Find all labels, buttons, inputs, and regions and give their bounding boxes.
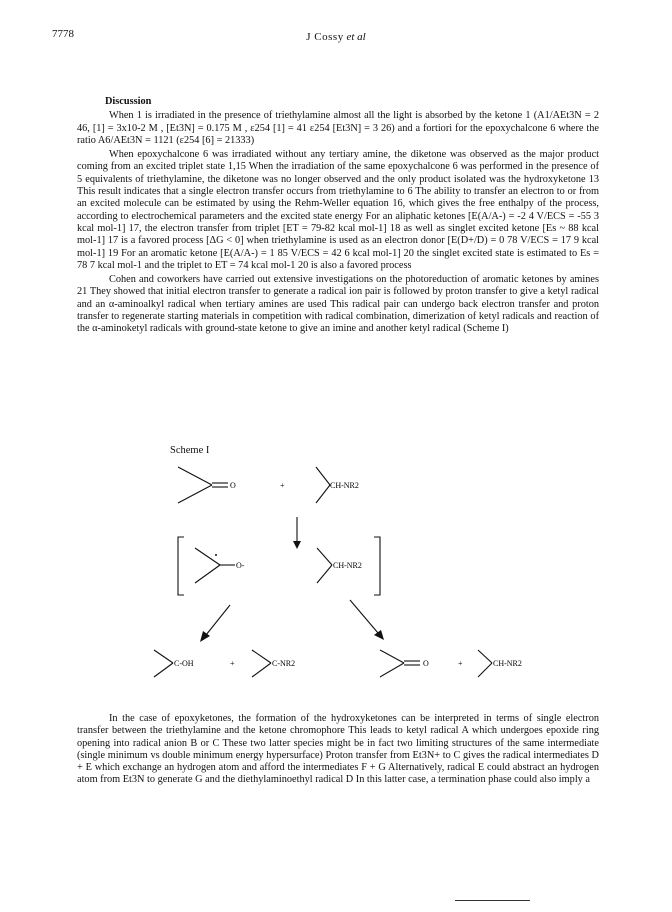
c-oh-label: C-OH [174, 659, 194, 668]
plus-sign-3: + [458, 659, 463, 668]
discussion-section [77, 96, 599, 338]
running-head-authors: J Cossy [306, 31, 344, 43]
scheme-figure [140, 445, 560, 690]
regenerated-o-label: O [423, 659, 429, 668]
paragraph-1: When 1 is irradiated in the presence of triethylamine almost all the light is absorbed by the ketone 1 (A1/AEt3N = 2 46, [1] = 3x10-2 M , [Et3N] = 0.175 M , ε254 [1] = 41 ε254 [Et3N] = 3 26) and a fortiori for the epoxychalcone 6 where the ratio A6/AEt3N = 1121 (ε254 [6] = 21333) [77, 110, 599, 146]
amine-cation-label: CH-NR2 [333, 561, 362, 570]
plus-sign-1: + [280, 481, 285, 490]
right-diagonal-arrow [350, 600, 384, 640]
epoxyketone-section [77, 713, 599, 787]
paragraph-4: In the case of epoxyketones, the formation of the hydroxyketones can be interpreted in terms of single electron transfer between the triethylamine and the ketone chromophore This leads to ketyl radical A which undergoes epoxide ring opening into radical anion B or C These two latter species might be in fact two limiting structures of the same intermediate (single minimum vs double minimum energy hypersurface) Proton transfer from Et3N+ to C gives the radical intermediates D + E which exchange an hydrogen atom and afford the intermediates F + G Alternatively, radical E could abstract an hydrogen atom from Et3N to generate G and the diethylaminoethyl radical D In this latter case, a termination phase could also imply a [77, 713, 599, 786]
paragraph-2: When epoxychalcone 6 was irradiated without any tertiary amine, the diketone was observed as the major product coming from an excited triplet state 1,15 When the irradiation of the same epoxychalcone 6 was performed in the presence of 5 equivalents of triethylamine, the diketone was no longer observed and the only product isolated was the hydroxyketone 13 This result indicates that a single electron transfer occurs from triethylamine to 6 The ability to transfer an electron to or from an excited molecule can be estimated by using the Rehm-Weller equation 16, which gives the free enthalpy of the process, according to electrochemical parameters and the excited state energy For an aliphatic ketones [E(A/A-) = -2 4 V/ECS = -55 3 kcal mol-1] 17, the electron transfer from triplet [ET = 79-82 kcal mol-1] 18 as well as singlet excited ketone [Es ~ 88 kcal mol-1] 17 is a favored process [ΔG < 0] when triethylamine is used as an electron donor [E(D+/D) = 0 78 V/ECS = 17 9 kcal mol-1] 19 For an aromatic ketone [E(A/A-) = 1 85 V/ECS = 42 6 kcal mol-1] 20 the singlet excited state is estimated to Es = 78 7 kcal mol-1 and the triplet to ET = 74 kcal mol-1 20 is also a favored process [77, 149, 599, 271]
aminoalkyl-radical-structure [252, 650, 271, 677]
amine-structure [316, 467, 330, 503]
running-head [0, 31, 672, 43]
regenerated-amine-label: CH-NR2 [493, 659, 522, 668]
amine-label: CH-NR2 [330, 481, 359, 490]
left-diagonal-arrow [200, 605, 230, 642]
page-header [0, 22, 672, 42]
scheme-drawing [140, 445, 560, 690]
regenerated-amine-structure [478, 650, 492, 677]
footer-rule [455, 900, 530, 901]
c-nr2-label: C-NR2 [272, 659, 296, 668]
o-radical-anion-label: O- [236, 561, 245, 570]
down-arrow [293, 517, 301, 549]
radical-dot [215, 554, 217, 556]
paragraph-3: Cohen and coworkers have carried out extensive investigations on the photoreduction of aromatic ketones by amines 21 They showed that initial electron transfer to generate a radical ion pair is followed by proton transfer to give a ketyl radical and an α-aminoalkyl radical when tertiary amines are used This radical pair can undergo back electron transfer and proton transfer to regenerate starting materials in competition with radical combination, dimerization of ketyl radicals and reaction of the α-aminoketyl radicals with ground-state ketone to give an imine and another ketyl radical (Scheme I) [77, 274, 599, 335]
running-head-et-al: et al [346, 31, 366, 43]
page-number: 7778 [52, 28, 74, 40]
section-title: Discussion [105, 96, 152, 107]
scheme-label: Scheme I [170, 445, 210, 456]
plus-sign-2: + [230, 659, 235, 668]
ketone-o-label: O [230, 481, 236, 490]
ketone-structure [178, 467, 228, 503]
ketyl-radical-structure [154, 650, 173, 677]
regenerated-ketone-structure [380, 650, 420, 677]
